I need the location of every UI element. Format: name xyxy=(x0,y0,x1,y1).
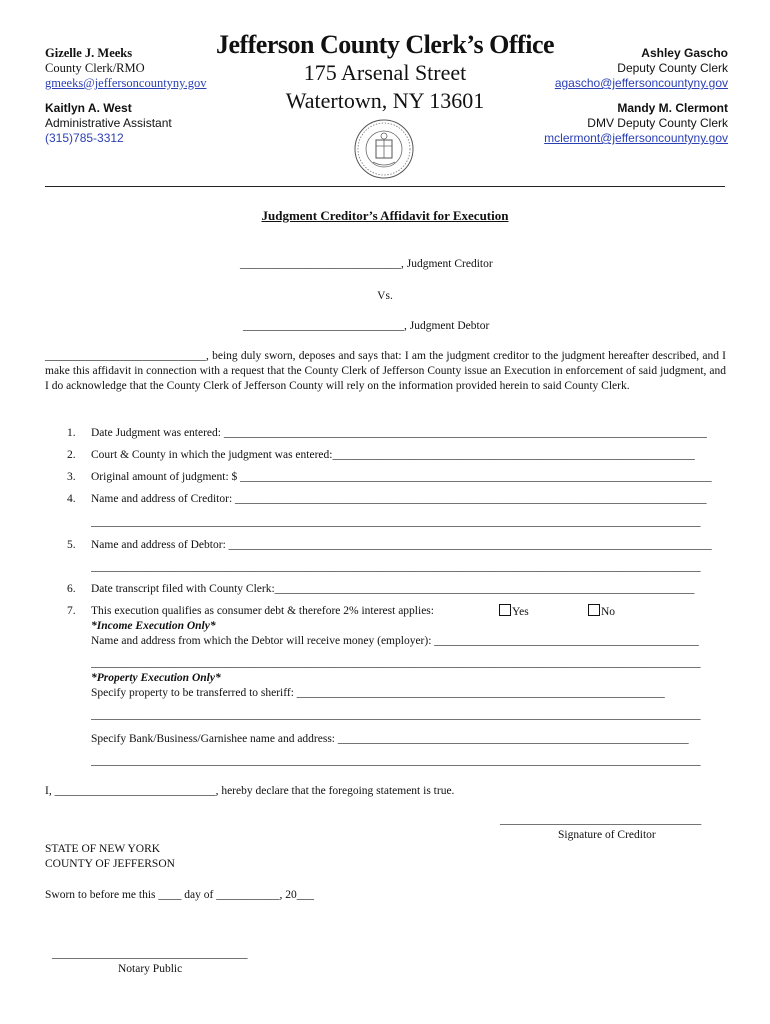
income-employer-line[interactable]: Name and address from which the Debtor will receive money (employer): ______________________________________________ xyxy=(91,635,699,647)
signature-line[interactable]: ___________________________________ xyxy=(500,814,702,826)
county-label: COUNTY OF JEFFERSON xyxy=(45,858,175,870)
header-right-contacts xyxy=(544,46,728,146)
dmv-deputy-title: DMV Deputy County Clerk xyxy=(587,116,728,130)
income-execution-heading: *Income Execution Only* xyxy=(91,620,216,632)
item-transcript-date[interactable] xyxy=(67,582,723,597)
item-creditor-address-line2[interactable]: __________________________________________________________________________________________________________ xyxy=(91,516,701,528)
yes-checkbox[interactable] xyxy=(499,604,511,616)
office-title: Jefferson County Clerk’s Office xyxy=(215,30,555,59)
affidavit-intro: ____________________________, being duly sworn, deposes and says that: I am the judgment creditor to the judgment hereafter described, and I make this affidavit in connection with a request that the County Clerk of Jefferson County issue an Execution in enforcement of said judgment, and I do acknowledge that the County Clerk of Jefferson County will rely on the information provided herein to said County Clerk. xyxy=(45,350,726,392)
item-text: Original amount of judgment: $ __________________________________________________________________________________ xyxy=(91,471,712,483)
no-label: No xyxy=(601,606,616,618)
item-number: 6. xyxy=(67,583,76,595)
item-text: Date Judgment was entered: ____________________________________________________________________________________ xyxy=(91,427,707,439)
creditor-line[interactable]: ____________________________, Judgment Creditor xyxy=(240,258,493,270)
county-seal-icon xyxy=(353,118,415,183)
property-execution-heading: *Property Execution Only* xyxy=(91,672,221,684)
declaration-line[interactable]: I, ____________________________, hereby declare that the foregoing statement is true. xyxy=(45,785,455,797)
office-street: 175 Arsenal Street xyxy=(303,60,467,85)
sworn-line[interactable]: Sworn to before me this ____ day of ___________, 20___ xyxy=(45,889,314,901)
item-number: 3. xyxy=(67,471,76,483)
property-line[interactable]: Specify property to be transferred to sheriff: ________________________________________________________________ xyxy=(91,687,665,699)
property-line2[interactable]: __________________________________________________________________________________________________________ xyxy=(91,709,701,721)
no-option[interactable] xyxy=(588,604,615,620)
header-divider xyxy=(45,186,725,187)
versus-label: Vs. xyxy=(377,290,393,302)
item-number: 2. xyxy=(67,449,76,461)
assistant-phone: (315)785-3312 xyxy=(45,131,124,145)
deputy-title: Deputy County Clerk xyxy=(617,61,728,75)
item-debtor-address-line2[interactable]: __________________________________________________________________________________________________________ xyxy=(91,561,701,573)
office-city: Watertown, NY 13601 xyxy=(285,88,485,113)
item-debtor-address[interactable] xyxy=(67,538,723,553)
item-consumer-debt xyxy=(67,604,434,619)
debtor-line[interactable]: ____________________________, Judgment Debtor xyxy=(243,320,490,332)
assistant-title: Administrative Assistant xyxy=(45,116,172,130)
form-title: Judgment Creditor’s Affidavit for Execution xyxy=(261,208,509,223)
item-number: 1. xyxy=(67,427,76,439)
clerk-name: Gizelle J. Meeks xyxy=(45,46,133,60)
item-number: 5. xyxy=(67,539,76,551)
signature-label: Signature of Creditor xyxy=(558,829,656,841)
item-number: 7. xyxy=(67,605,76,617)
deputy-email[interactable]: agascho@jeffersoncountyny.gov xyxy=(554,76,728,90)
item-text: This execution qualifies as consumer debt & therefore 2% interest applies: xyxy=(91,605,434,617)
deputy-name: Ashley Gascho xyxy=(641,46,728,60)
no-checkbox[interactable] xyxy=(588,604,600,616)
yes-option[interactable] xyxy=(499,604,529,620)
item-date-judgment[interactable] xyxy=(67,426,723,441)
clerk-email[interactable]: gmeeks@jeffersoncountyny.gov xyxy=(45,76,207,90)
item-text: Name and address of Debtor: ____________________________________________________________________________________ xyxy=(91,539,712,551)
state-label: STATE OF NEW YORK xyxy=(45,843,161,855)
item-number: 4. xyxy=(67,493,76,505)
item-court-county[interactable] xyxy=(67,448,723,463)
bank-garnishee-line[interactable]: Specify Bank/Business/Garnishee name and address: _____________________________________________________________ xyxy=(91,733,689,745)
notary-label: Notary Public xyxy=(118,963,183,975)
dmv-deputy-name: Mandy M. Clermont xyxy=(617,101,728,115)
notary-line[interactable]: __________________________________ xyxy=(52,948,248,960)
assistant-name: Kaitlyn A. West xyxy=(45,101,132,115)
item-text: Court & County in which the judgment was entered:_______________________________________________________________ xyxy=(91,449,695,461)
clerk-title: County Clerk/RMO xyxy=(45,61,145,75)
dmv-deputy-email[interactable]: mclermont@jeffersoncountyny.gov xyxy=(544,131,728,145)
item-original-amount[interactable] xyxy=(67,470,723,485)
yes-label: Yes xyxy=(512,606,529,618)
income-employer-line2[interactable]: __________________________________________________________________________________________________________ xyxy=(91,657,701,669)
bank-garnishee-line2[interactable]: __________________________________________________________________________________________________________ xyxy=(91,755,701,767)
item-text: Name and address of Creditor: __________________________________________________________________________________ xyxy=(91,493,707,505)
item-text: Date transcript filed with County Clerk:_________________________________________________________________________ xyxy=(91,583,695,595)
item-creditor-address[interactable] xyxy=(67,492,723,507)
